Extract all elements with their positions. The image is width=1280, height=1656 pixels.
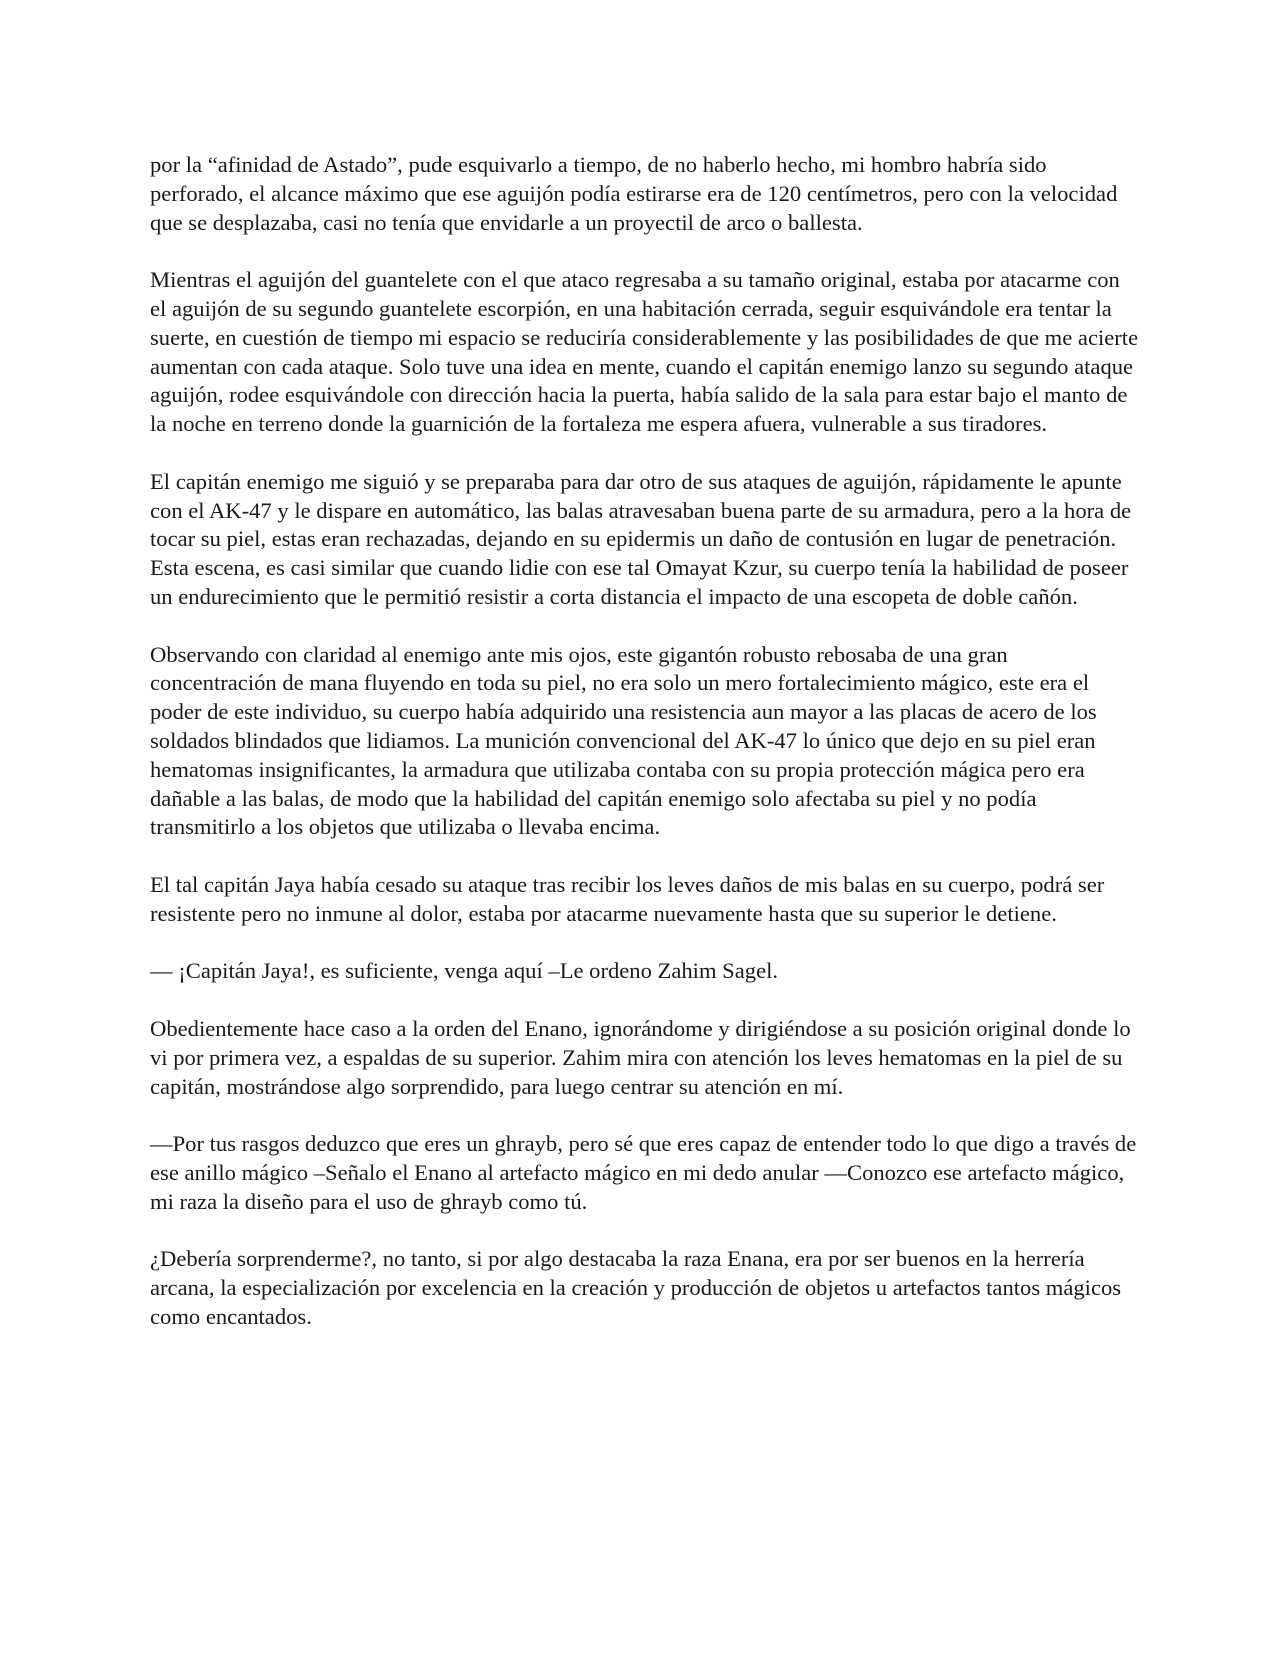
paragraph: Observando con claridad al enemigo ante mis ojos, este gigantón robusto rebosaba de una gran concentración de mana fluyendo en toda su piel, no era solo un mero fortalecimiento mágico, este era el poder de este individuo, su cuerpo había adquirido una resistencia aun mayor a las placas de acero de los soldados blindados que lidiamos. La munición convencional del AK-47 lo único que dejo en su piel eran hematomas insignificantes, la armadura que utilizaba contaba con su propia protección mágica pero era dañable a las balas, de modo que la habilidad del capitán enemigo solo afectaba su piel y no podía transmitirlo a los objetos que utilizaba o llevaba encima. (150, 641, 1097, 840)
paragraph: ¿Debería sorprenderme?, no tanto, si por algo destacaba la raza Enana, era por ser buenos en la herrería arcana, la especialización por excelencia en la creación y producción de objetos u artefactos tantos mágicos como encantados. (150, 1246, 1122, 1329)
dialogue-line: —Por tus rasgos deduzco que eres un ghrayb, pero sé que eres capaz de entender todo lo que digo a través de ese anillo mágico –Señalo el Enano al artefacto mágico en mi dedo anular —Conozco ese artefacto mágico, mi raza la diseño para el uso de ghrayb como tú. (150, 1131, 1137, 1214)
paragraph: Mientras el aguijón del guantelete con el que ataco regresaba a su tamaño original, estaba por atacarme con el aguijón de su segundo guantelete escorpión, en una habitación cerrada, seguir esquivándole era tentar la suerte, en cuestión de tiempo mi espacio se reduciría considerablemente y las posibilidades de que me acierte aumentan con cada ataque. Solo tuve una idea en mente, cuando el capitán enemigo lanzo su segundo ataque aguijón, rodee esquivándole con dirección hacia la puerta, había salido de la sala para estar bajo el manto de la noche en terreno donde la guarnición de la fortaleza me espera afuera, vulnerable a sus tiradores. (150, 267, 1139, 437)
dialogue-line: — ¡Capitán Jaya!, es suficiente, venga aquí –Le ordeno Zahim Sagel. (150, 958, 779, 984)
paragraph: El capitán enemigo me siguió y se preparaba para dar otro de sus ataques de aguijón, rápidamente le apunte con el AK-47 y le dispare en automático, las balas atravesaban buena parte de su armadura, pero a la hora de tocar su piel, estas eran rechazadas, dejando en su epidermis un daño de contusión en lugar de penetración. Esta escena, es casi similar que cuando lidie con ese tal Omayat Kzur, su cuerpo tenía la habilidad de poseer un endurecimiento que le permitió resistir a corta distancia el impacto de una escopeta de doble cañón. (150, 468, 1132, 609)
paragraph: Obedientemente hace caso a la orden del Enano, ignorándome y dirigiéndose a su posición original donde lo vi por primera vez, a espaldas de su superior. Zahim mira con atención los leves hematomas en la piel de su capitán, mostrándose algo sorprendido, para luego centrar su atención en mí. (150, 1015, 1131, 1099)
paragraph: por la “afinidad de Astado”, pude esquivarlo a tiempo, de no haberlo hecho, mi hombro habría sido perforado, el alcance máximo que ese aguijón podía estirarse era de 120 centímetros, pero con la velocidad que se desplazaba, casi no tenía que envidarle a un proyectil de arco o ballesta. (150, 152, 1118, 235)
paragraph: El tal capitán Jaya había cesado su ataque tras recibir los leves daños de mis balas en su cuerpo, podrá ser resistente pero no inmune al dolor, estaba por atacarme nuevamente hasta que su superior le detiene. (150, 871, 1105, 926)
document-page (150, 151, 1140, 1332)
